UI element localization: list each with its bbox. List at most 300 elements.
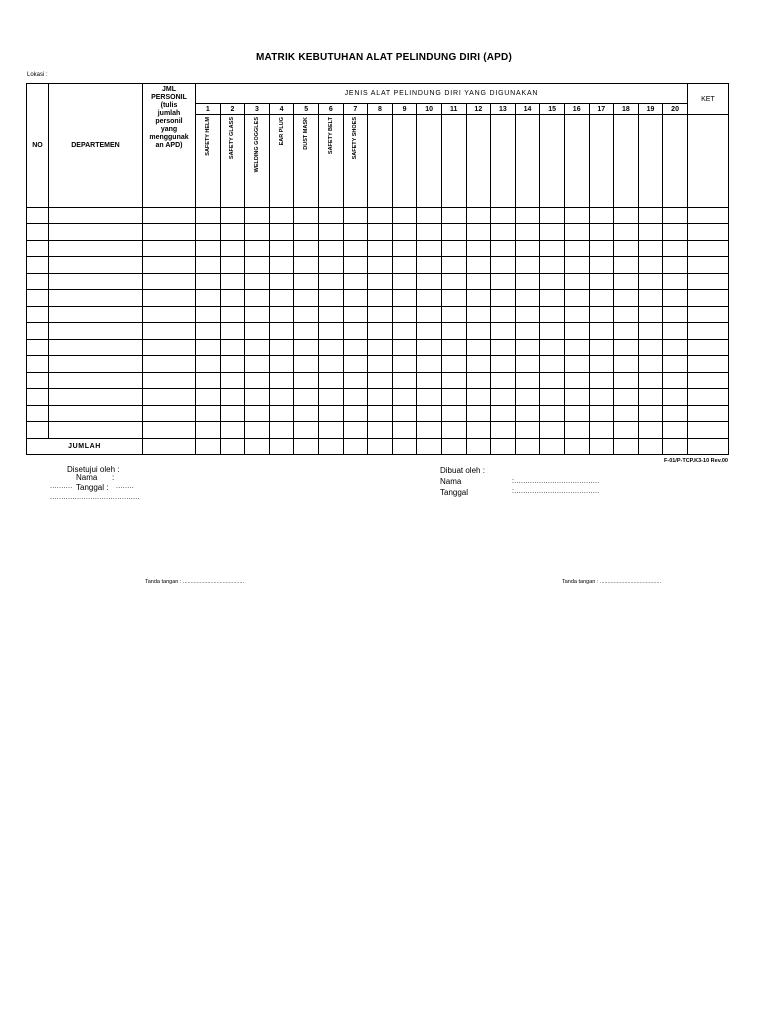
- table-cell[interactable]: [269, 273, 294, 290]
- table-cell[interactable]: [392, 273, 417, 290]
- table-cell[interactable]: [540, 306, 565, 323]
- table-cell[interactable]: [143, 207, 196, 224]
- table-cell[interactable]: [663, 389, 688, 406]
- table-cell[interactable]: [343, 240, 368, 257]
- table-cell[interactable]: [491, 356, 516, 373]
- jumlah-cell[interactable]: [540, 438, 565, 454]
- table-cell[interactable]: [466, 224, 491, 241]
- table-cell[interactable]: [466, 405, 491, 422]
- table-cell[interactable]: [294, 422, 319, 439]
- table-cell[interactable]: [540, 356, 565, 373]
- jumlah-cell[interactable]: [466, 438, 491, 454]
- table-cell[interactable]: [343, 257, 368, 274]
- table-cell[interactable]: [491, 306, 516, 323]
- table-cell[interactable]: [466, 207, 491, 224]
- table-cell[interactable]: [417, 339, 442, 356]
- table-cell[interactable]: [417, 257, 442, 274]
- table-cell[interactable]: [143, 257, 196, 274]
- table-cell[interactable]: [417, 240, 442, 257]
- table-cell[interactable]: [269, 290, 294, 307]
- table-cell[interactable]: [417, 224, 442, 241]
- table-cell[interactable]: [466, 389, 491, 406]
- table-cell[interactable]: [220, 306, 245, 323]
- table-cell[interactable]: [515, 389, 540, 406]
- table-cell[interactable]: [392, 339, 417, 356]
- jumlah-cell[interactable]: [368, 438, 393, 454]
- jumlah-cell[interactable]: [687, 438, 728, 454]
- table-cell[interactable]: [143, 240, 196, 257]
- table-cell[interactable]: [294, 356, 319, 373]
- table-cell[interactable]: [564, 273, 589, 290]
- table-cell[interactable]: [318, 273, 343, 290]
- table-cell[interactable]: [269, 356, 294, 373]
- table-cell[interactable]: [220, 290, 245, 307]
- table-cell[interactable]: [515, 339, 540, 356]
- table-cell[interactable]: [294, 389, 319, 406]
- table-cell[interactable]: [417, 405, 442, 422]
- table-cell[interactable]: [196, 290, 221, 307]
- table-cell[interactable]: [245, 306, 270, 323]
- table-cell[interactable]: [220, 405, 245, 422]
- table-cell[interactable]: [491, 273, 516, 290]
- table-cell[interactable]: [392, 422, 417, 439]
- table-cell[interactable]: [564, 290, 589, 307]
- jumlah-cell[interactable]: [343, 438, 368, 454]
- table-cell[interactable]: [564, 257, 589, 274]
- table-cell[interactable]: [318, 306, 343, 323]
- table-cell[interactable]: [614, 339, 639, 356]
- table-cell[interactable]: [441, 356, 466, 373]
- table-cell[interactable]: [49, 323, 143, 340]
- table-cell[interactable]: [466, 422, 491, 439]
- table-cell[interactable]: [27, 372, 49, 389]
- table-cell[interactable]: [294, 290, 319, 307]
- table-cell[interactable]: [614, 372, 639, 389]
- table-cell[interactable]: [49, 422, 143, 439]
- table-cell[interactable]: [196, 257, 221, 274]
- table-cell[interactable]: [663, 323, 688, 340]
- table-cell[interactable]: [27, 422, 49, 439]
- table-cell[interactable]: [638, 323, 663, 340]
- table-cell[interactable]: [49, 306, 143, 323]
- table-cell[interactable]: [491, 339, 516, 356]
- table-cell[interactable]: [441, 207, 466, 224]
- table-cell[interactable]: [27, 257, 49, 274]
- table-cell[interactable]: [392, 290, 417, 307]
- table-cell[interactable]: [196, 224, 221, 241]
- table-cell[interactable]: [269, 422, 294, 439]
- table-cell[interactable]: [392, 372, 417, 389]
- table-cell[interactable]: [441, 257, 466, 274]
- table-cell[interactable]: [589, 405, 614, 422]
- table-cell[interactable]: [269, 207, 294, 224]
- table-cell[interactable]: [27, 224, 49, 241]
- table-cell[interactable]: [687, 372, 728, 389]
- table-cell[interactable]: [515, 207, 540, 224]
- table-cell[interactable]: [368, 306, 393, 323]
- table-cell[interactable]: [589, 257, 614, 274]
- table-cell[interactable]: [638, 224, 663, 241]
- table-cell[interactable]: [343, 422, 368, 439]
- table-cell[interactable]: [318, 257, 343, 274]
- table-cell[interactable]: [540, 207, 565, 224]
- table-cell[interactable]: [491, 257, 516, 274]
- table-cell[interactable]: [269, 224, 294, 241]
- table-cell[interactable]: [663, 207, 688, 224]
- table-cell[interactable]: [245, 372, 270, 389]
- table-cell[interactable]: [687, 405, 728, 422]
- table-cell[interactable]: [515, 405, 540, 422]
- table-cell[interactable]: [49, 207, 143, 224]
- table-cell[interactable]: [564, 323, 589, 340]
- table-cell[interactable]: [368, 273, 393, 290]
- table-cell[interactable]: [368, 240, 393, 257]
- jumlah-cell[interactable]: [143, 438, 196, 454]
- table-cell[interactable]: [318, 323, 343, 340]
- table-cell[interactable]: [687, 273, 728, 290]
- table-cell[interactable]: [540, 257, 565, 274]
- table-cell[interactable]: [220, 389, 245, 406]
- jumlah-cell[interactable]: [441, 438, 466, 454]
- table-cell[interactable]: [466, 306, 491, 323]
- table-cell[interactable]: [49, 356, 143, 373]
- table-cell[interactable]: [441, 240, 466, 257]
- table-cell[interactable]: [27, 405, 49, 422]
- table-cell[interactable]: [196, 422, 221, 439]
- table-cell[interactable]: [245, 422, 270, 439]
- table-cell[interactable]: [49, 240, 143, 257]
- table-cell[interactable]: [441, 405, 466, 422]
- table-cell[interactable]: [466, 323, 491, 340]
- table-cell[interactable]: [589, 339, 614, 356]
- table-cell[interactable]: [564, 339, 589, 356]
- table-cell[interactable]: [49, 339, 143, 356]
- table-cell[interactable]: [27, 306, 49, 323]
- jumlah-cell[interactable]: [515, 438, 540, 454]
- table-cell[interactable]: [392, 257, 417, 274]
- table-cell[interactable]: [220, 422, 245, 439]
- table-cell[interactable]: [196, 273, 221, 290]
- table-cell[interactable]: [614, 290, 639, 307]
- table-cell[interactable]: [466, 356, 491, 373]
- table-cell[interactable]: [564, 356, 589, 373]
- table-cell[interactable]: [687, 240, 728, 257]
- table-cell[interactable]: [27, 273, 49, 290]
- table-cell[interactable]: [143, 405, 196, 422]
- table-cell[interactable]: [143, 306, 196, 323]
- table-cell[interactable]: [614, 273, 639, 290]
- table-cell[interactable]: [687, 207, 728, 224]
- table-cell[interactable]: [27, 290, 49, 307]
- table-cell[interactable]: [663, 306, 688, 323]
- table-cell[interactable]: [515, 306, 540, 323]
- table-cell[interactable]: [417, 290, 442, 307]
- table-cell[interactable]: [343, 306, 368, 323]
- table-cell[interactable]: [614, 224, 639, 241]
- table-cell[interactable]: [466, 240, 491, 257]
- table-cell[interactable]: [269, 339, 294, 356]
- table-cell[interactable]: [515, 290, 540, 307]
- table-cell[interactable]: [392, 240, 417, 257]
- table-cell[interactable]: [417, 207, 442, 224]
- jumlah-cell[interactable]: [269, 438, 294, 454]
- table-cell[interactable]: [663, 372, 688, 389]
- table-cell[interactable]: [515, 273, 540, 290]
- table-cell[interactable]: [143, 372, 196, 389]
- table-cell[interactable]: [589, 306, 614, 323]
- table-cell[interactable]: [663, 273, 688, 290]
- table-cell[interactable]: [564, 389, 589, 406]
- table-cell[interactable]: [392, 306, 417, 323]
- table-cell[interactable]: [49, 389, 143, 406]
- table-cell[interactable]: [589, 240, 614, 257]
- table-cell[interactable]: [638, 356, 663, 373]
- table-cell[interactable]: [343, 372, 368, 389]
- table-cell[interactable]: [540, 405, 565, 422]
- table-cell[interactable]: [589, 224, 614, 241]
- table-cell[interactable]: [343, 389, 368, 406]
- table-cell[interactable]: [196, 207, 221, 224]
- table-cell[interactable]: [564, 306, 589, 323]
- table-cell[interactable]: [27, 389, 49, 406]
- table-cell[interactable]: [27, 240, 49, 257]
- table-cell[interactable]: [687, 306, 728, 323]
- table-cell[interactable]: [318, 207, 343, 224]
- table-cell[interactable]: [589, 389, 614, 406]
- jumlah-cell[interactable]: [196, 438, 221, 454]
- table-cell[interactable]: [143, 339, 196, 356]
- table-cell[interactable]: [515, 240, 540, 257]
- table-cell[interactable]: [245, 273, 270, 290]
- table-cell[interactable]: [687, 339, 728, 356]
- table-cell[interactable]: [491, 323, 516, 340]
- table-cell[interactable]: [441, 389, 466, 406]
- table-cell[interactable]: [614, 323, 639, 340]
- table-cell[interactable]: [245, 240, 270, 257]
- table-cell[interactable]: [491, 389, 516, 406]
- table-cell[interactable]: [343, 339, 368, 356]
- table-cell[interactable]: [614, 422, 639, 439]
- table-cell[interactable]: [49, 405, 143, 422]
- table-cell[interactable]: [196, 339, 221, 356]
- table-cell[interactable]: [245, 257, 270, 274]
- jumlah-cell[interactable]: [614, 438, 639, 454]
- table-cell[interactable]: [294, 257, 319, 274]
- table-cell[interactable]: [540, 372, 565, 389]
- table-cell[interactable]: [417, 422, 442, 439]
- table-cell[interactable]: [318, 372, 343, 389]
- table-cell[interactable]: [245, 290, 270, 307]
- table-cell[interactable]: [143, 323, 196, 340]
- jumlah-cell[interactable]: [564, 438, 589, 454]
- table-cell[interactable]: [441, 372, 466, 389]
- table-cell[interactable]: [245, 339, 270, 356]
- table-cell[interactable]: [143, 224, 196, 241]
- table-cell[interactable]: [318, 224, 343, 241]
- table-cell[interactable]: [143, 290, 196, 307]
- table-cell[interactable]: [143, 422, 196, 439]
- table-cell[interactable]: [220, 339, 245, 356]
- table-cell[interactable]: [294, 207, 319, 224]
- table-cell[interactable]: [687, 323, 728, 340]
- table-cell[interactable]: [343, 323, 368, 340]
- table-cell[interactable]: [466, 339, 491, 356]
- table-cell[interactable]: [687, 422, 728, 439]
- table-cell[interactable]: [49, 372, 143, 389]
- table-cell[interactable]: [589, 356, 614, 373]
- table-cell[interactable]: [540, 323, 565, 340]
- table-cell[interactable]: [27, 356, 49, 373]
- table-cell[interactable]: [491, 405, 516, 422]
- table-cell[interactable]: [294, 306, 319, 323]
- table-cell[interactable]: [441, 273, 466, 290]
- table-cell[interactable]: [466, 273, 491, 290]
- table-cell[interactable]: [491, 290, 516, 307]
- table-cell[interactable]: [392, 405, 417, 422]
- table-cell[interactable]: [638, 273, 663, 290]
- table-cell[interactable]: [638, 389, 663, 406]
- jumlah-cell[interactable]: [294, 438, 319, 454]
- table-cell[interactable]: [343, 224, 368, 241]
- table-cell[interactable]: [368, 405, 393, 422]
- table-cell[interactable]: [441, 306, 466, 323]
- table-cell[interactable]: [196, 323, 221, 340]
- table-cell[interactable]: [49, 273, 143, 290]
- table-cell[interactable]: [294, 323, 319, 340]
- jumlah-cell[interactable]: [245, 438, 270, 454]
- table-cell[interactable]: [196, 240, 221, 257]
- table-cell[interactable]: [466, 257, 491, 274]
- table-cell[interactable]: [417, 372, 442, 389]
- table-cell[interactable]: [368, 257, 393, 274]
- table-cell[interactable]: [392, 207, 417, 224]
- table-cell[interactable]: [318, 389, 343, 406]
- table-cell[interactable]: [343, 273, 368, 290]
- table-cell[interactable]: [614, 207, 639, 224]
- table-cell[interactable]: [220, 356, 245, 373]
- table-cell[interactable]: [515, 422, 540, 439]
- table-cell[interactable]: [196, 306, 221, 323]
- table-cell[interactable]: [663, 356, 688, 373]
- table-cell[interactable]: [687, 356, 728, 373]
- table-cell[interactable]: [143, 389, 196, 406]
- table-cell[interactable]: [143, 273, 196, 290]
- table-cell[interactable]: [269, 405, 294, 422]
- table-cell[interactable]: [687, 224, 728, 241]
- table-cell[interactable]: [318, 339, 343, 356]
- table-cell[interactable]: [564, 207, 589, 224]
- table-cell[interactable]: [515, 257, 540, 274]
- table-cell[interactable]: [196, 405, 221, 422]
- table-cell[interactable]: [318, 290, 343, 307]
- table-cell[interactable]: [269, 257, 294, 274]
- table-cell[interactable]: [663, 257, 688, 274]
- jumlah-cell[interactable]: [417, 438, 442, 454]
- table-cell[interactable]: [318, 240, 343, 257]
- table-cell[interactable]: [663, 240, 688, 257]
- table-cell[interactable]: [638, 306, 663, 323]
- table-cell[interactable]: [196, 389, 221, 406]
- table-cell[interactable]: [638, 405, 663, 422]
- table-cell[interactable]: [392, 323, 417, 340]
- table-cell[interactable]: [49, 224, 143, 241]
- table-cell[interactable]: [294, 240, 319, 257]
- table-cell[interactable]: [614, 405, 639, 422]
- table-cell[interactable]: [220, 207, 245, 224]
- table-cell[interactable]: [27, 339, 49, 356]
- table-cell[interactable]: [245, 207, 270, 224]
- table-cell[interactable]: [491, 422, 516, 439]
- table-cell[interactable]: [515, 356, 540, 373]
- table-cell[interactable]: [564, 405, 589, 422]
- table-cell[interactable]: [663, 339, 688, 356]
- table-cell[interactable]: [392, 389, 417, 406]
- table-cell[interactable]: [220, 323, 245, 340]
- table-cell[interactable]: [441, 339, 466, 356]
- table-cell[interactable]: [368, 422, 393, 439]
- table-cell[interactable]: [687, 290, 728, 307]
- table-cell[interactable]: [417, 356, 442, 373]
- table-cell[interactable]: [515, 372, 540, 389]
- table-cell[interactable]: [343, 356, 368, 373]
- table-cell[interactable]: [368, 372, 393, 389]
- table-cell[interactable]: [269, 306, 294, 323]
- table-cell[interactable]: [294, 405, 319, 422]
- table-cell[interactable]: [564, 240, 589, 257]
- table-cell[interactable]: [196, 356, 221, 373]
- table-cell[interactable]: [220, 372, 245, 389]
- table-cell[interactable]: [368, 224, 393, 241]
- table-cell[interactable]: [638, 422, 663, 439]
- table-cell[interactable]: [245, 405, 270, 422]
- table-cell[interactable]: [540, 422, 565, 439]
- table-cell[interactable]: [663, 422, 688, 439]
- table-cell[interactable]: [441, 422, 466, 439]
- table-cell[interactable]: [27, 207, 49, 224]
- table-cell[interactable]: [441, 224, 466, 241]
- jumlah-cell[interactable]: [663, 438, 688, 454]
- jumlah-cell[interactable]: [318, 438, 343, 454]
- table-cell[interactable]: [589, 273, 614, 290]
- table-cell[interactable]: [638, 290, 663, 307]
- table-cell[interactable]: [638, 372, 663, 389]
- table-cell[interactable]: [343, 405, 368, 422]
- table-cell[interactable]: [614, 389, 639, 406]
- table-cell[interactable]: [564, 422, 589, 439]
- table-cell[interactable]: [540, 240, 565, 257]
- table-cell[interactable]: [417, 323, 442, 340]
- table-cell[interactable]: [245, 224, 270, 241]
- table-cell[interactable]: [245, 356, 270, 373]
- table-cell[interactable]: [491, 207, 516, 224]
- table-cell[interactable]: [368, 389, 393, 406]
- table-cell[interactable]: [343, 207, 368, 224]
- table-cell[interactable]: [269, 240, 294, 257]
- table-cell[interactable]: [687, 389, 728, 406]
- table-cell[interactable]: [589, 290, 614, 307]
- table-cell[interactable]: [663, 290, 688, 307]
- table-cell[interactable]: [614, 356, 639, 373]
- table-cell[interactable]: [220, 273, 245, 290]
- jumlah-cell[interactable]: [491, 438, 516, 454]
- table-cell[interactable]: [663, 405, 688, 422]
- table-cell[interactable]: [564, 372, 589, 389]
- table-cell[interactable]: [27, 323, 49, 340]
- table-cell[interactable]: [466, 372, 491, 389]
- table-cell[interactable]: [614, 240, 639, 257]
- table-cell[interactable]: [245, 323, 270, 340]
- table-cell[interactable]: [491, 372, 516, 389]
